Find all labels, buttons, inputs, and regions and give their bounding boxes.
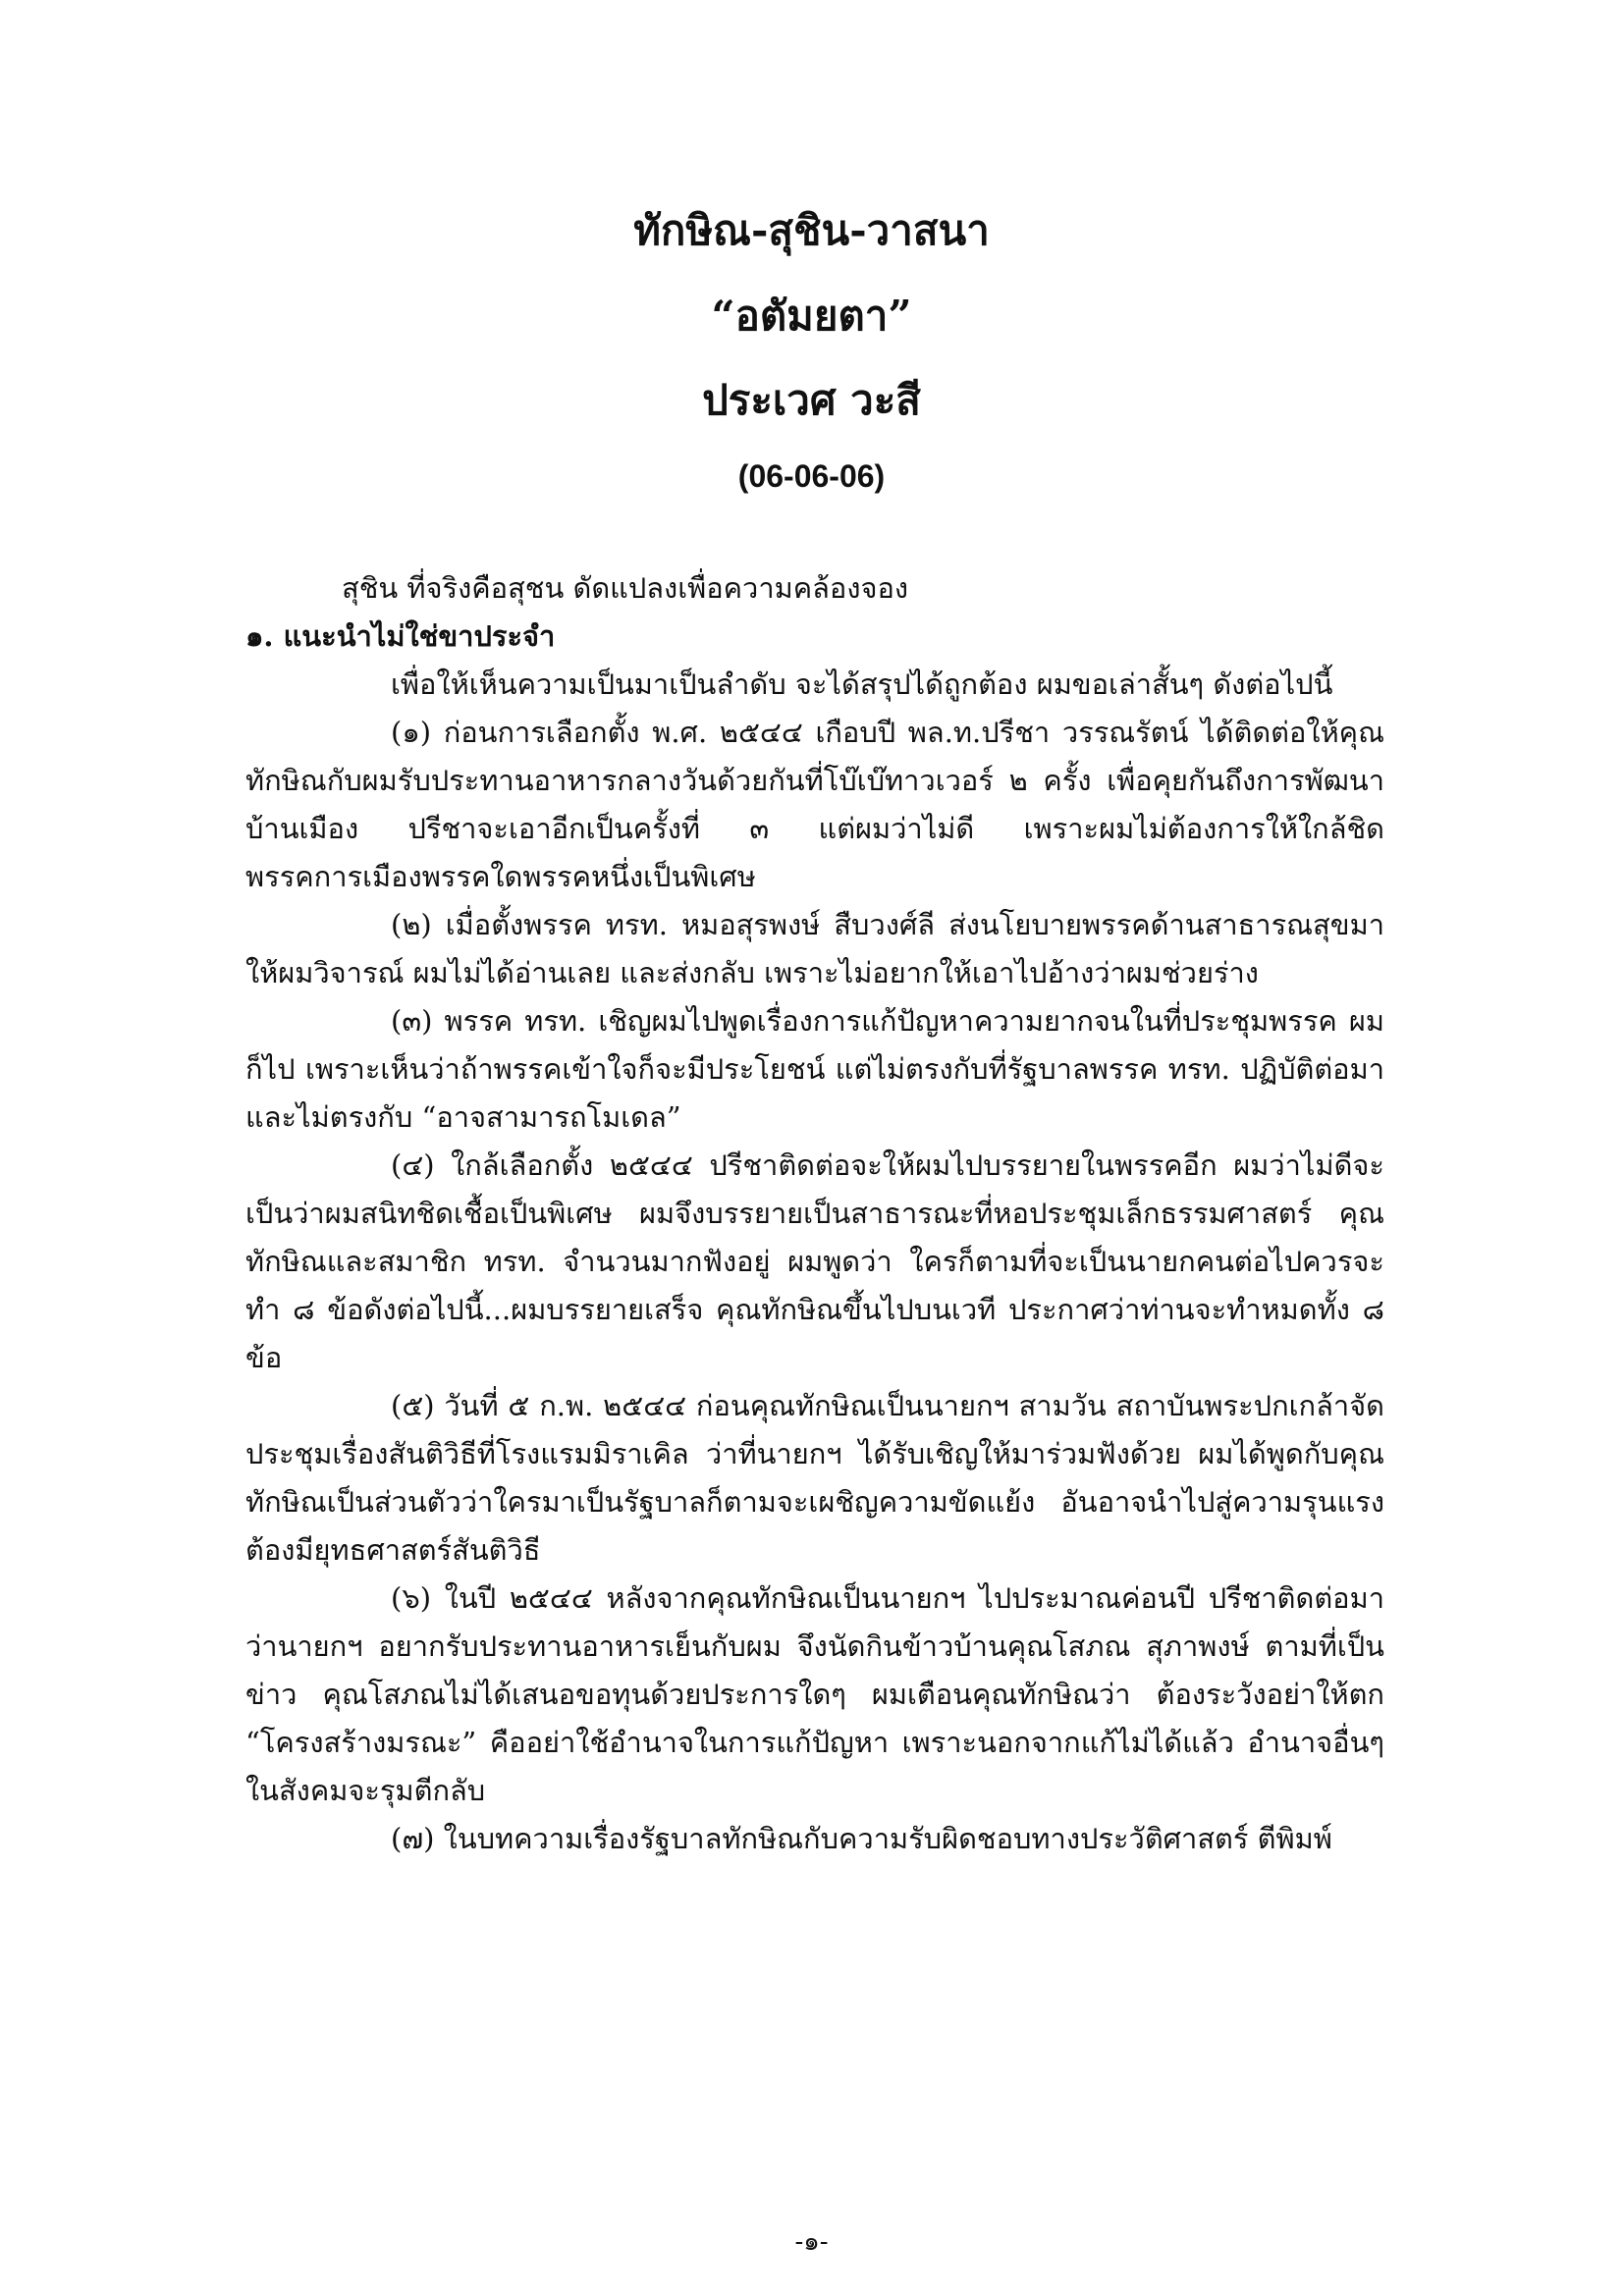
document-title: ทักษิณ-สุชิน-วาสนา xyxy=(633,206,990,254)
document-body xyxy=(245,564,1384,1863)
list-item-2: (๒) เมื่อตั้งพรรค ทรท. หมอสุรพงษ์ สืบวงศ์ลี ส่งนโยบายพรรคด้านสาธารณสุขมาให้ผมวิจารณ์ ผมไม่ได้อ่านเลย และส่งกลับ เพราะไม่อยากให้เอาไปอ้างว่าผมช่วยร่าง xyxy=(245,908,1384,989)
intro-paragraph: สุชิน ที่จริงคือสุชน ดัดแปลงเพื่อความคล้องจอง xyxy=(342,571,909,605)
document-date: (06-06-06) xyxy=(737,458,886,494)
section-heading: ๑. แนะนำไม่ใช่ขาประจำ xyxy=(245,619,556,653)
list-item-4: (๔) ใกล้เลือกตั้ง ๒๕๔๔ ปรีชาติดต่อจะให้ผมไปบรรยายในพรรคอีก ผมว่าไม่ดีจะเป็นว่าผมสนิทชิดเชื้อเป็นพิเศษ ผมจึงบรรยายเป็นสาธารณะที่หอประชุมเล็กธรรมศาสตร์ คุณทักษิณและสมาชิก ทรท. จำนวนมากฟังอยู่ ผมพูดว่า ใครก็ตามที่จะเป็นนายกคนต่อไปควรจะทำ ๘ ข้อดังต่อไปนี้...ผมบรรยายเสร็จ คุณทักษิณขึ้นไปบนเวที ประกาศว่าท่านจะทำหมดทั้ง ๘ ข้อ xyxy=(245,1148,1384,1374)
list-item-3: (๓) พรรค ทรท. เชิญผมไปพูดเรื่องการแก้ปัญหาความยากจนในที่ประชุมพรรค ผมก็ไป เพราะเห็นว่าถ้าพรรคเข้าใจก็จะมีประโยชน์ แต่ไม่ตรงกับที่รัฐบาลพรรค ทรท. ปฏิบัติต่อมา และไม่ตรงกับ “อาจสามารถโมเดล” xyxy=(245,1004,1384,1134)
list-item-5: (๕) วันที่ ๕ ก.พ. ๒๕๔๔ ก่อนคุณทักษิณเป็นนายกฯ สามวัน สถาบันพระปกเกล้าจัดประชุมเรื่องสันติวิธีที่โรงแรมมิราเคิล ว่าที่นายกฯ ได้รับเชิญให้มาร่วมฟังด้วย ผมได้พูดกับคุณทักษิณเป็นส่วนตัวว่าใครมาเป็นรัฐบาลก็ตามจะเผชิญความขัดแย้ง อันอาจนำไปสู่ความรุนแรง ต้องมียุทธศาสตร์สันติวิธี xyxy=(245,1389,1384,1567)
list-item-7: (๗) ในบทความเรื่องรัฐบาลทักษิณกับความรับผิดชอบทางประวัติศาสตร์ ตีพิมพ์ xyxy=(391,1822,1332,1855)
document-subtitle: “อตัมยตา” xyxy=(711,292,912,340)
author-name: ประเวศ วะสี xyxy=(702,376,921,424)
list-item-6: (๖) ในปี ๒๕๔๔ หลังจากคุณทักษิณเป็นนายกฯ ไปประมาณค่อนปี ปรีชาติดต่อมาว่านายกฯ อยากรับประทานอาหารเย็นกับผม จึงนัดกินข้าวบ้านคุณโสภณ สุภาพงษ์ ตามที่เป็นข่าว คุณโสภณไม่ได้เสนอขอทุนด้วยประการใดๆ ผมเตือนคุณทักษิณว่า ต้องระวังอย่าให้ตก “โครงสร้างมรณะ” คืออย่าใช้อำนาจในการแก้ปัญหา เพราะนอกจากแก้ไม่ได้แล้ว อำนาจอื่นๆ ในสังคมจะรุมตีกลับ xyxy=(245,1581,1384,1807)
list-item-1: (๑) ก่อนการเลือกตั้ง พ.ศ. ๒๕๔๔ เกือบปี พล.ท.ปรีชา วรรณรัตน์ ได้ติดต่อให้คุณทักษิณกับผมรับประทานอาหารกลางวันด้วยกันที่โบ๊เบ๊ทาวเวอร์ ๒ ครั้ง เพื่อคุยกันถึงการพัฒนาบ้านเมือง ปรีชาจะเอาอีกเป็นครั้งที่ ๓ แต่ผมว่าไม่ดี เพราะผมไม่ต้องการให้ใกล้ชิดพรรคการเมืองพรรคใดพรรคหนึ่งเป็นพิเศษ xyxy=(245,716,1384,893)
lead-paragraph: เพื่อให้เห็นความเป็นมาเป็นลำดับ จะได้สรุปได้ถูกต้อง ผมขอเล่าสั้นๆ ดังต่อไปนี้ xyxy=(391,667,1333,701)
page-number: -๑- xyxy=(794,2227,829,2257)
